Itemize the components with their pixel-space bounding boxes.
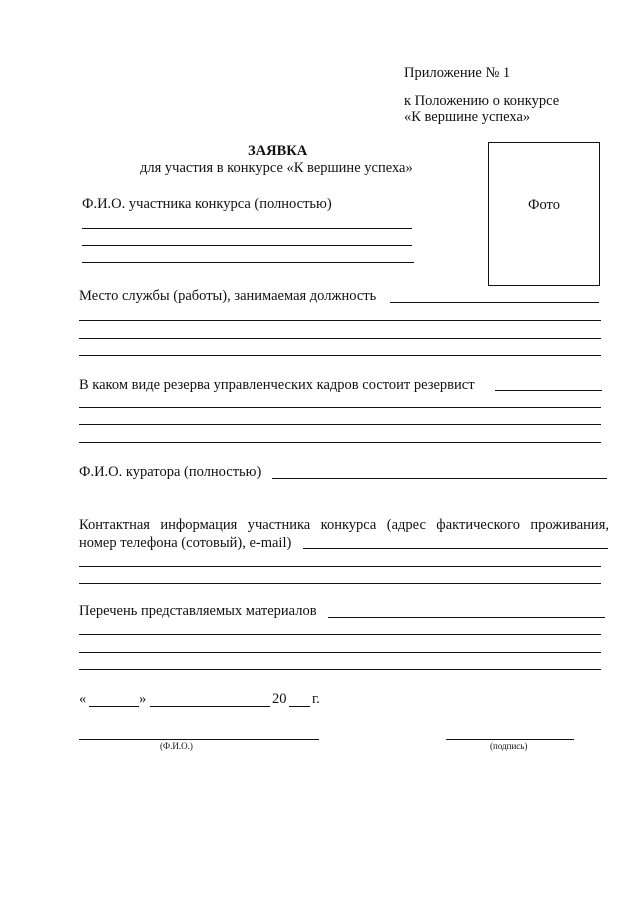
reserve-line[interactable] [79, 424, 601, 425]
form-title: ЗАЯВКА [248, 143, 308, 159]
participant-name-label: Ф.И.О. участника конкурса (полностью) [82, 196, 332, 212]
curator-line[interactable] [272, 478, 607, 479]
photo-label: Фото [528, 197, 560, 213]
workplace-line[interactable] [79, 320, 601, 321]
curator-label: Ф.И.О. куратора (полностью) [79, 464, 262, 480]
reserve-line[interactable] [79, 407, 601, 408]
materials-label: Перечень представляемых материалов [79, 603, 317, 619]
date-open-quote: « [79, 691, 87, 707]
participant-name-line[interactable] [82, 228, 412, 229]
date-year-line[interactable] [289, 706, 310, 707]
contact-info-label: Контактная информация участника конкурса (адрес фактического проживания, [79, 517, 609, 533]
date-year-suffix: г. [312, 691, 320, 707]
contest-name-reference: «К вершине успеха» [404, 109, 531, 125]
name-signature-line[interactable] [79, 739, 319, 740]
workplace-line[interactable] [79, 338, 601, 339]
workplace-label: Место службы (работы), занимаемая должность [79, 288, 377, 304]
workplace-line[interactable] [390, 302, 599, 303]
workplace-line[interactable] [79, 355, 601, 356]
materials-line[interactable] [79, 669, 601, 670]
date-year-prefix: 20 [272, 691, 287, 707]
reserve-line[interactable] [79, 442, 601, 443]
materials-line[interactable] [79, 634, 601, 635]
materials-line[interactable] [328, 617, 605, 618]
signature-line[interactable] [446, 739, 574, 740]
contact-info-label-cont: номер телефона (сотовый), e-mail) [79, 535, 292, 551]
regulation-reference: к Положению о конкурсе [404, 93, 560, 109]
reserve-line[interactable] [495, 390, 602, 391]
contact-info-line[interactable] [79, 583, 601, 584]
form-subtitle: для участия в конкурсе «К вершине успеха» [140, 160, 413, 176]
reserve-label: В каком виде резерва управленческих кадров состоит резервист [79, 377, 475, 393]
participant-name-line[interactable] [82, 262, 414, 263]
date-month-line[interactable] [150, 706, 270, 707]
date-close-quote: » [139, 691, 147, 707]
date-day-line[interactable] [89, 706, 139, 707]
appendix-number: Приложение № 1 [404, 65, 511, 81]
participant-name-line[interactable] [82, 245, 412, 246]
photo-box [488, 142, 600, 286]
signature-caption: (подпись) [490, 741, 528, 751]
materials-line[interactable] [79, 652, 601, 653]
name-caption: (Ф.И.О.) [160, 741, 193, 751]
contact-info-line[interactable] [303, 548, 608, 549]
contact-info-line[interactable] [79, 566, 601, 567]
